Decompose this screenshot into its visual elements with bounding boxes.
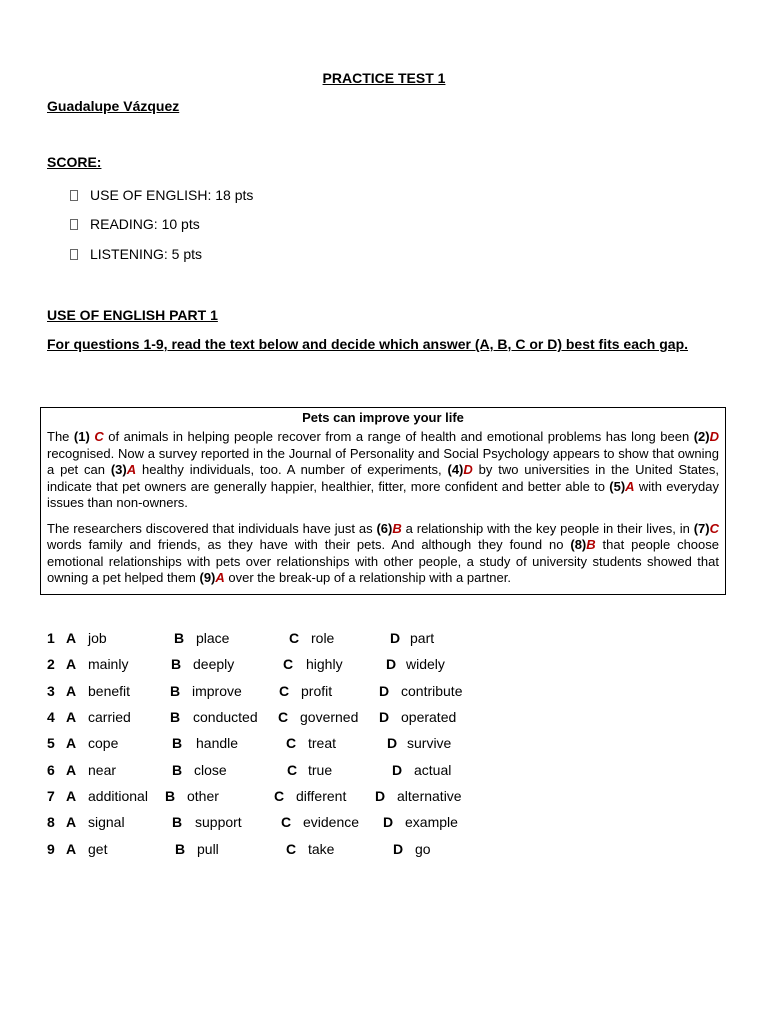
section-heading: USE OF ENGLISH PART 1 — [47, 307, 218, 323]
question-number: 4 — [47, 709, 55, 725]
option-letter: D — [387, 735, 398, 751]
option-letter: B — [165, 788, 176, 804]
option-letter: A — [66, 709, 77, 725]
gap-number: (5) — [609, 478, 626, 494]
option-word: additional — [88, 788, 148, 804]
option-letter: C — [279, 683, 290, 699]
option-letter: D — [386, 656, 397, 672]
question-number: 8 — [47, 814, 55, 830]
option-word: signal — [88, 814, 125, 830]
instructions: For questions 1-9, read the text below and decide which answer (A, B, C or D) best fits each gap. — [47, 336, 689, 352]
score-item: READING: 10 pts — [70, 216, 200, 232]
option-word: conducted — [193, 709, 258, 725]
passage-paragraph-1 — [47, 429, 719, 512]
option-word: widely — [406, 656, 445, 672]
answer-letter: A — [215, 570, 225, 585]
option-word: survive — [407, 735, 452, 751]
bullet-icon — [70, 219, 78, 230]
option-word: handle — [196, 735, 239, 751]
score-item: LISTENING: 5 pts — [70, 246, 202, 262]
option-letter: B — [175, 841, 186, 857]
question-number: 2 — [47, 656, 55, 672]
option-word: go — [415, 841, 431, 857]
gap-number: (3) — [110, 462, 127, 477]
option-word: pull — [197, 841, 219, 857]
option-word: actual — [414, 762, 452, 778]
option-letter: D — [379, 709, 390, 725]
option-letter: A — [66, 788, 77, 804]
passage-text: The researchers discovered that individuals have just as — [47, 520, 377, 536]
option-word: improve — [192, 683, 242, 699]
passage-paragraph-2 — [47, 521, 719, 587]
bullet-icon — [70, 190, 78, 201]
student-name: Guadalupe Vázquez — [47, 98, 180, 114]
question-number: 6 — [47, 762, 55, 778]
passage-text: The — [47, 429, 74, 444]
option-word: operated — [401, 709, 457, 725]
answer-letter: B — [392, 520, 402, 536]
option-letter: B — [170, 709, 181, 725]
option-letter: A — [66, 683, 77, 699]
option-letter: C — [278, 709, 289, 725]
option-word: job — [88, 630, 107, 646]
gap-number: (9) — [199, 570, 216, 585]
option-word: carried — [88, 709, 131, 725]
option-letter: C — [286, 841, 297, 857]
option-letter: B — [174, 630, 185, 646]
option-letter: C — [287, 762, 298, 778]
option-letter: A — [66, 735, 77, 751]
option-letter: A — [66, 630, 77, 646]
question-number: 7 — [47, 788, 55, 804]
option-word: mainly — [88, 656, 129, 672]
question-number: 1 — [47, 630, 55, 646]
option-word: contribute — [401, 683, 463, 699]
option-word: get — [88, 841, 108, 857]
page-title: PRACTICE TEST 1 — [322, 70, 446, 86]
option-letter: C — [274, 788, 285, 804]
option-letter: B — [172, 735, 183, 751]
option-word: close — [194, 762, 227, 778]
option-word: role — [311, 630, 335, 646]
option-letter: D — [383, 814, 394, 830]
option-word: near — [88, 762, 117, 778]
option-word: different — [296, 788, 347, 804]
option-word: highly — [306, 656, 343, 672]
option-word: benefit — [88, 683, 131, 699]
gap-number: (8) — [570, 537, 587, 552]
option-word: treat — [308, 735, 337, 751]
option-word: take — [308, 841, 335, 857]
answer-letter: A — [126, 462, 137, 477]
option-word: governed — [300, 709, 359, 725]
option-letter: C — [289, 630, 300, 646]
option-letter: B — [170, 683, 181, 699]
answer-letter: B — [586, 537, 596, 552]
option-letter: B — [171, 656, 182, 672]
passage-text: recognised. Now a survey reported in the Journal of Personality and Social Psychology appears to show that owning a pet can — [47, 445, 719, 477]
option-word: place — [196, 630, 230, 646]
option-letter: A — [66, 762, 77, 778]
passage-text: words family and friends, as they have with their pets. And although they found no — [47, 537, 571, 552]
question-number: 9 — [47, 841, 55, 857]
passage-text: by two universities in the United States, indicate that pet owners are generally happier, healthier, fitter, more confident and better able to — [47, 462, 719, 494]
passage-text: healthy individuals, too. A number of experiments, — [136, 462, 448, 477]
gap-number: (1) — [73, 429, 90, 444]
passage-title: Pets can improve your life — [302, 410, 464, 425]
option-letter: C — [283, 656, 294, 672]
gap-number: (6) — [376, 520, 393, 536]
option-word: evidence — [303, 814, 360, 830]
option-letter: A — [66, 656, 77, 672]
option-letter: A — [66, 841, 77, 857]
option-letter: D — [375, 788, 386, 804]
passage-text: of animals in helping people recover from a range of health and emotional problems has long been — [103, 429, 694, 444]
option-word: support — [195, 814, 242, 830]
option-letter: C — [286, 735, 297, 751]
passage-text: with everyday issues than non-owners. — [47, 478, 719, 510]
gap-number: (2) — [693, 429, 710, 444]
gap-number: (4) — [447, 462, 464, 477]
score-item: USE OF ENGLISH: 18 pts — [70, 187, 253, 203]
answer-letter: D — [463, 462, 473, 477]
option-word: example — [405, 814, 458, 830]
passage-box — [40, 407, 726, 595]
option-letter: A — [66, 814, 77, 830]
option-word: alternative — [397, 788, 462, 804]
question-number: 3 — [47, 683, 55, 699]
option-word: cope — [88, 735, 119, 751]
answer-letter: C — [94, 429, 104, 444]
answer-letter: C — [709, 520, 719, 536]
answer-letter: D — [709, 429, 719, 444]
gap-number: (7) — [693, 520, 710, 536]
passage-text: that people choose emotional relationships with pets over relationships with other people, a study of university students showed that owning a pet helped them — [47, 537, 719, 585]
option-letter: C — [281, 814, 292, 830]
option-letter: D — [379, 683, 390, 699]
question-number: 5 — [47, 735, 55, 751]
option-word: part — [410, 630, 435, 646]
passage-text: over the break-up of a relationship with a partner. — [224, 570, 511, 585]
option-word: deeply — [193, 656, 235, 672]
option-letter: B — [172, 762, 183, 778]
bullet-icon — [70, 249, 78, 260]
answer-letter: A — [625, 478, 635, 494]
option-word: other — [187, 788, 219, 804]
score-heading: SCORE: — [47, 154, 102, 170]
option-letter: D — [393, 841, 404, 857]
option-letter: B — [172, 814, 183, 830]
option-word: profit — [301, 683, 333, 699]
passage-text: a relationship with the key people in their lives, in — [401, 520, 694, 536]
option-word: true — [308, 762, 333, 778]
option-letter: D — [392, 762, 403, 778]
option-letter: D — [390, 630, 401, 646]
